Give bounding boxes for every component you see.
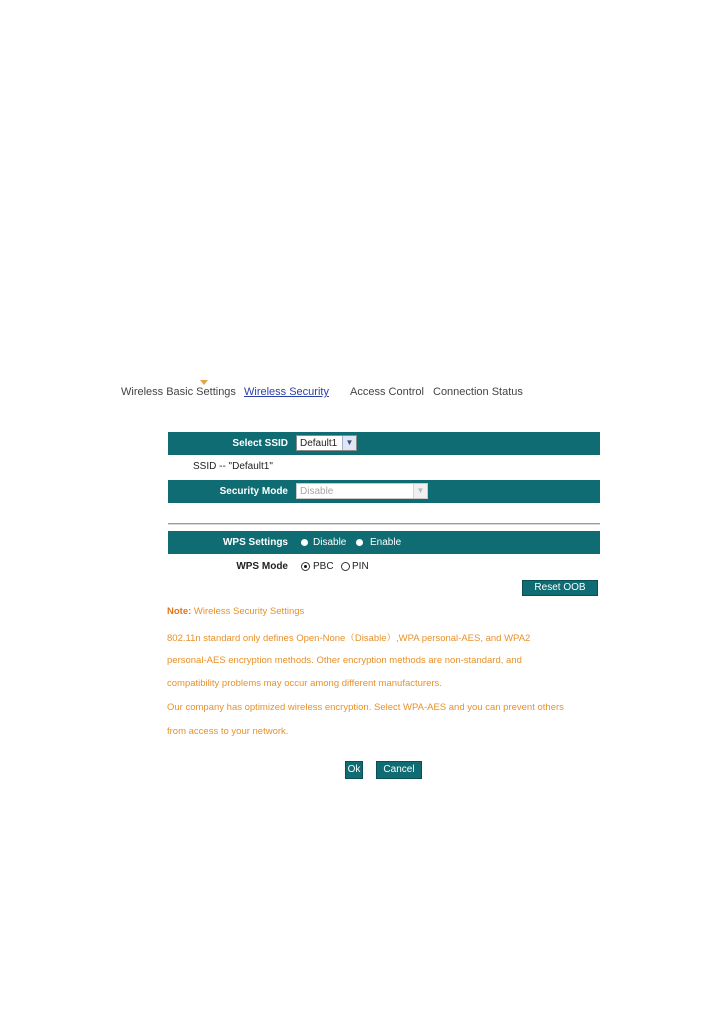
wps-disable-radio[interactable] xyxy=(301,539,308,546)
wps-pin-radio[interactable] xyxy=(341,562,350,571)
tab-access-control[interactable]: Access Control xyxy=(350,386,424,398)
chevron-down-icon: ▼ xyxy=(413,484,427,498)
note-line: compatibility problems may occur among different manufacturers. xyxy=(167,678,442,689)
section-divider xyxy=(168,523,600,525)
ssid-select-value: Default1 xyxy=(300,438,338,449)
security-mode-label: Security Mode xyxy=(219,486,288,497)
wps-settings-label: WPS Settings xyxy=(222,537,288,548)
wps-pin-label: PIN xyxy=(352,561,369,572)
ok-button[interactable]: Ok xyxy=(345,761,363,779)
note-heading xyxy=(167,606,304,617)
chevron-down-icon: ▼ xyxy=(342,436,356,450)
tab-connection-status[interactable]: Connection Status xyxy=(433,386,523,398)
tab-wireless-basic-settings[interactable]: Wireless Basic Settings xyxy=(121,386,236,398)
reset-oob-button[interactable]: Reset OOB xyxy=(522,580,598,596)
wps-mode-row xyxy=(168,559,600,575)
note-line: from access to your network. xyxy=(167,726,289,737)
security-mode-select[interactable] xyxy=(296,483,428,499)
select-ssid-label: Select SSID xyxy=(232,438,288,449)
wps-enable-label: Enable xyxy=(370,537,402,548)
wps-settings-row xyxy=(168,531,600,554)
tab-wireless-security[interactable]: Wireless Security xyxy=(244,386,329,398)
ssid-display: SSID -- "Default1" xyxy=(193,461,273,472)
cancel-button[interactable]: Cancel xyxy=(376,761,422,779)
select-ssid-row xyxy=(168,432,600,455)
wps-pbc-radio[interactable] xyxy=(301,562,310,571)
wps-pbc-label: PBC xyxy=(313,561,334,572)
note-line: Our company has optimized wireless encryption. Select WPA-AES and you can prevent others xyxy=(167,702,564,713)
wps-enable-radio[interactable] xyxy=(356,539,363,546)
security-mode-row xyxy=(168,480,600,503)
ssid-select[interactable] xyxy=(296,435,357,451)
security-mode-value: Disable xyxy=(300,486,334,497)
wps-mode-label: WPS Mode xyxy=(236,561,288,572)
note-line: 802.11n standard only defines Open-None（Disable）,WPA personal-AES, and WPA2 xyxy=(167,633,531,644)
note-line: personal-AES encryption methods. Other encryption methods are non-standard, and xyxy=(167,655,522,666)
note-heading-prefix: Note: xyxy=(167,606,192,617)
active-tab-marker-icon xyxy=(200,380,208,385)
wps-disable-label: Disable xyxy=(313,537,347,548)
note-heading-text: Wireless Security Settings xyxy=(191,606,305,617)
